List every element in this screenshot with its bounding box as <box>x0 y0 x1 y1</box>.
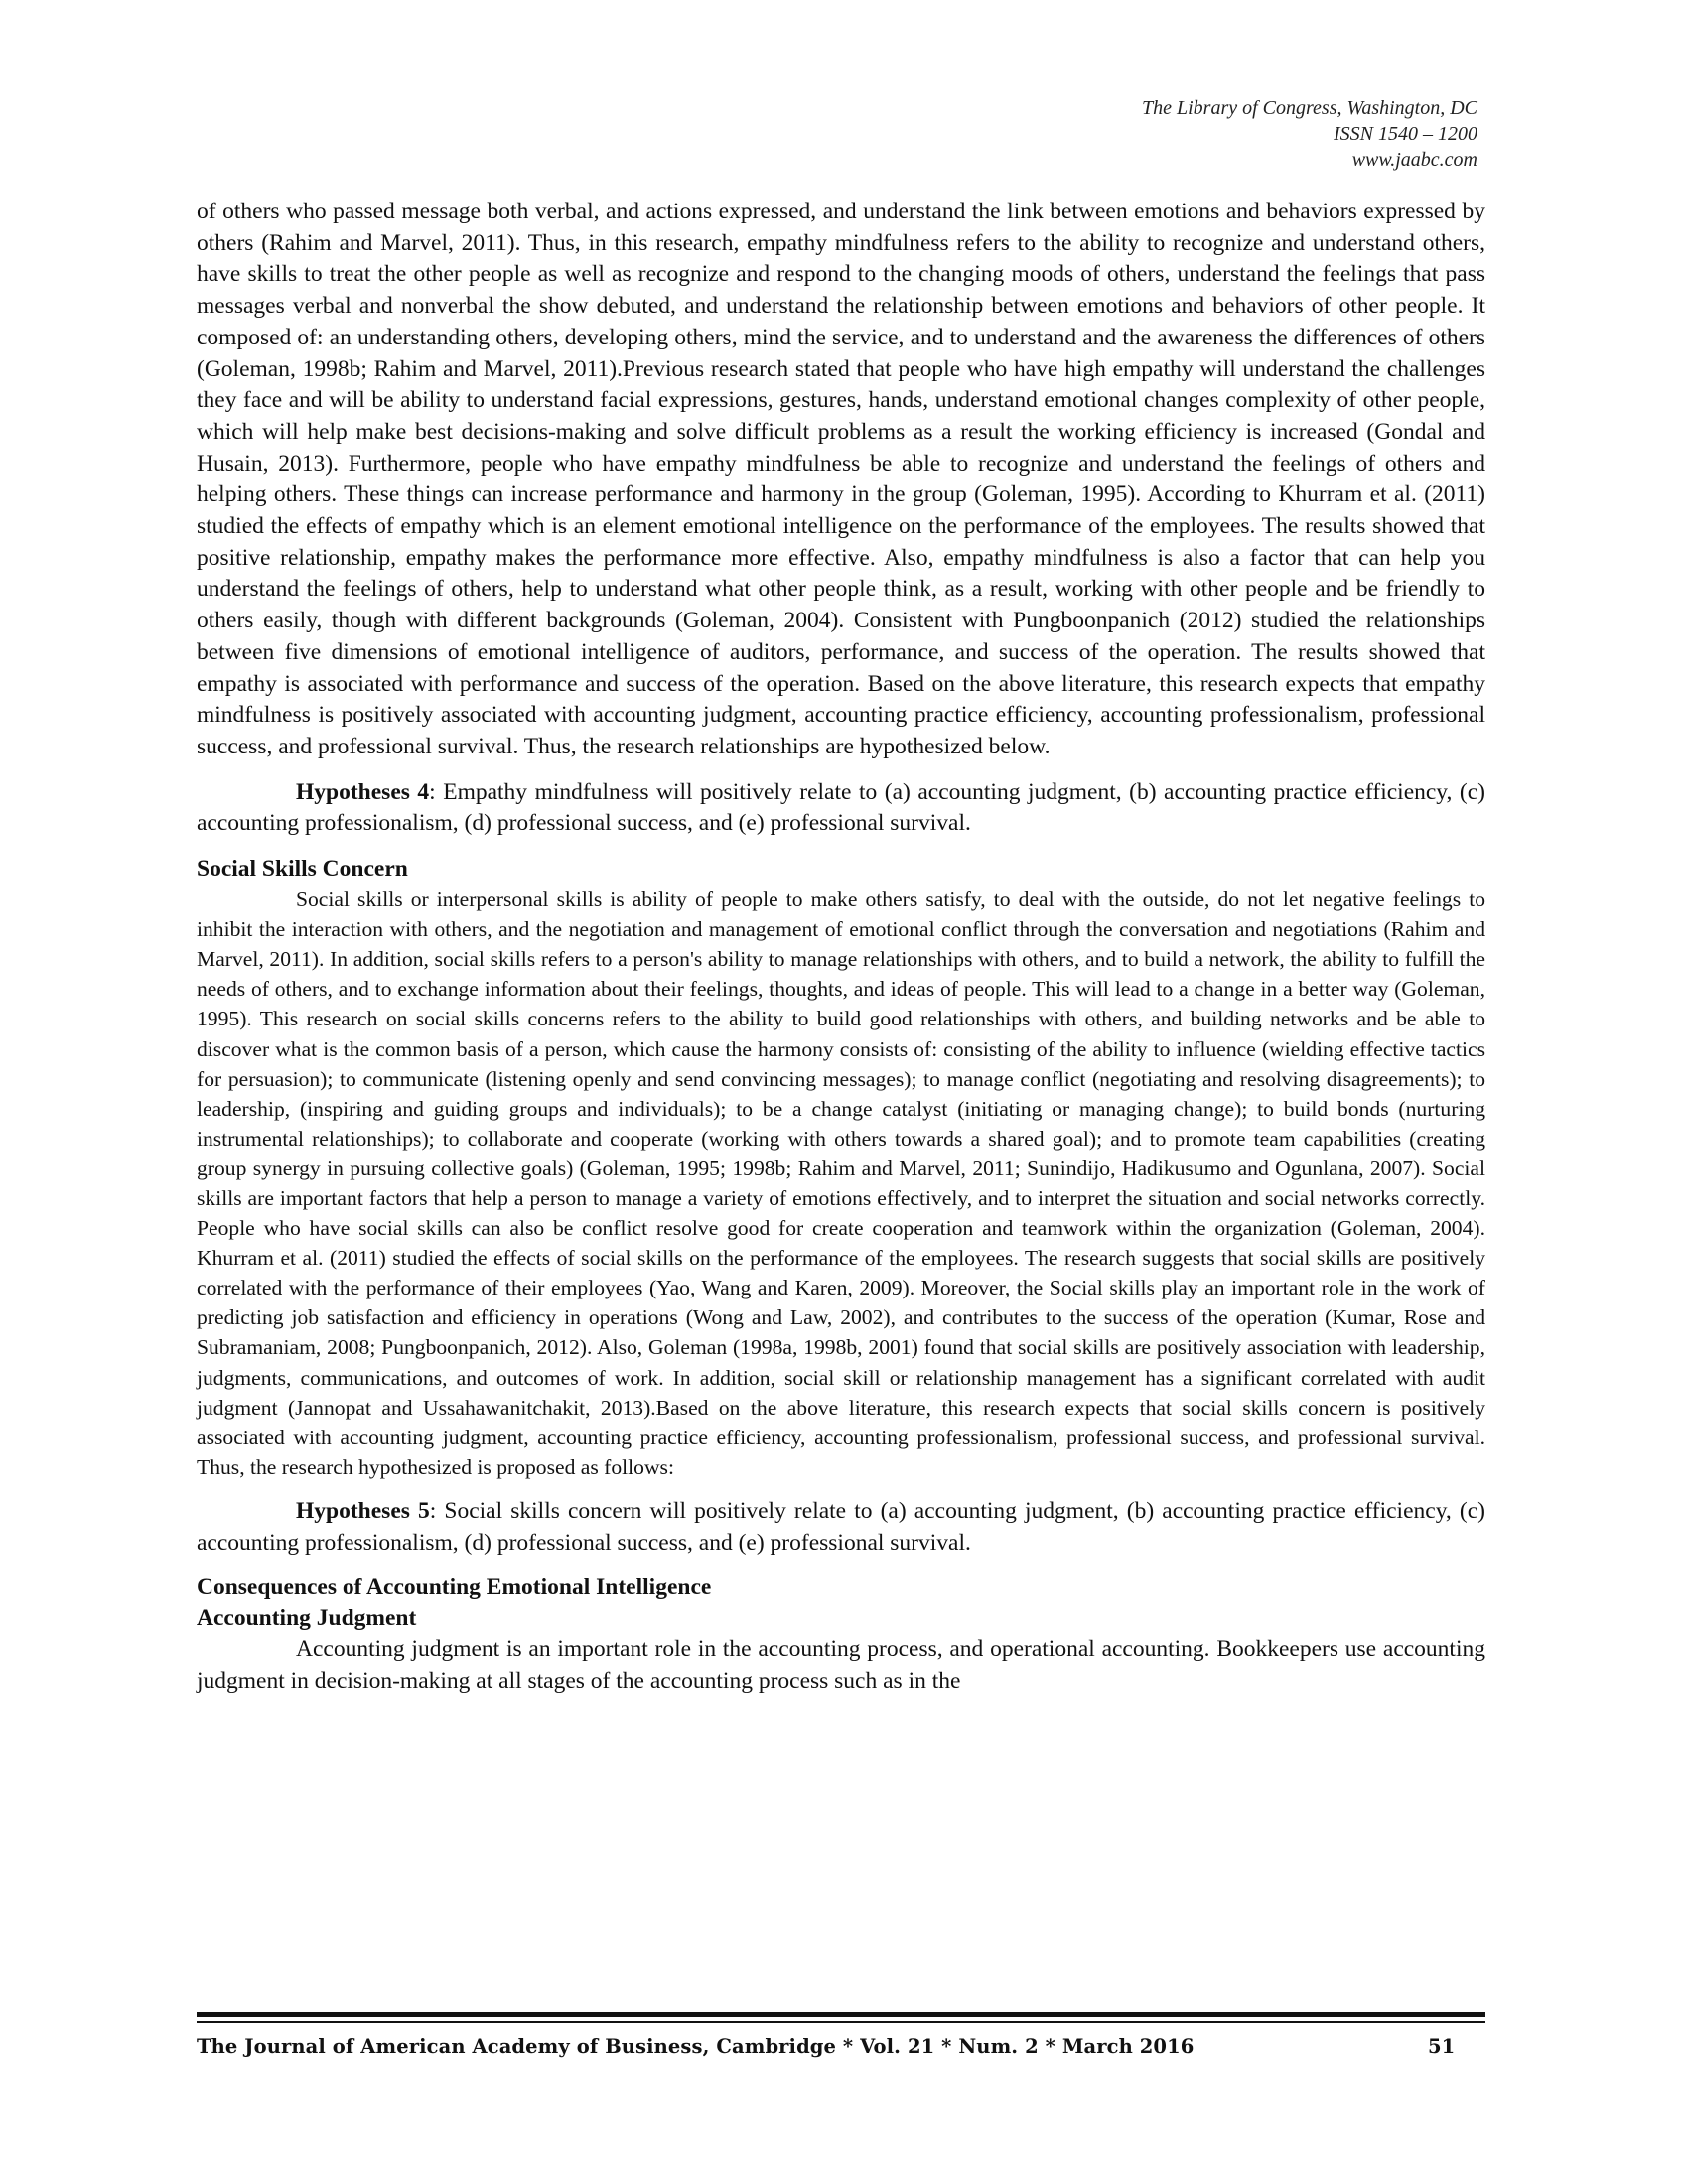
hypothesis-5 <box>197 1496 1485 1559</box>
subsection-heading-accounting-judgment: Accounting Judgment <box>197 1605 417 1632</box>
section-heading-consequences: Consequences of Accounting Emotional Intelligence <box>197 1574 712 1601</box>
page-number: 51 <box>1428 2035 1456 2058</box>
footer-rule-thick <box>197 2012 1485 2017</box>
header-publisher: The Library of Congress, Washington, DC <box>1141 97 1477 119</box>
header-website: www.jaabc.com <box>1351 149 1477 171</box>
hypothesis-4 <box>197 777 1485 840</box>
section-heading-social-skills: Social Skills Concern <box>197 856 408 883</box>
hypothesis-5-text: : Social skills concern will positively relate to (a) accounting judgment, (b) accounting practice efficiency, (c) accounting professionalism, (d) professional success, and (e) professional survival. <box>197 1497 1485 1556</box>
footer-rule-thin <box>197 2021 1485 2023</box>
footer-journal-citation: The Journal of American Academy of Business, Cambridge * Vol. 21 * Num. 2 * March 2016 <box>197 2035 1195 2058</box>
hypothesis-4-label: Hypotheses 4 <box>296 778 430 805</box>
running-header <box>1142 95 1477 173</box>
header-issn: ISSN 1540 – 1200 <box>1334 123 1477 145</box>
paragraph-empathy: of others who passed message both verbal, and actions expressed, and understand the link between emotions and behaviors expressed by others (Rahim and Marvel, 2011). Thus, in this research, empathy mindfulness refers to the ability to recognize and understand others, have skills to treat the other people as well as recognize and respond to the changing moods of others, understand the feelings that pass messages verbal and nonverbal the show debuted, and understand the relationship between emotions and behaviors of other people. It composed of: an understanding others, developing others, mind the service, and to understand and the awareness the differences of others (Goleman, 1998b; Rahim and Marvel, 2011).Previous research stated that people who have high empathy will understand the challenges they face and will be ability to understand facial expressions, gestures, hands, understand emotional changes complexity of other people, which will help make best decisions-making and solve difficult problems as a result the working efficiency is increased (Gondal and Husain, 2013). Furthermore, people who have empathy mindfulness be able to recognize and understand the feelings of others and helping others. These things can increase performance and harmony in the group (Goleman, 1995). According to Khurram et al. (2011) studied the effects of empathy which is an element emotional intelligence on the performance of the employees. The results showed that positive relationship, empathy makes the performance more effective. Also, empathy mindfulness is also a factor that can help you understand the feelings of others, help to understand what other people think, as a result, working with other people and be friendly to others easily, though with different backgrounds (Goleman, 2004). Consistent with Pungboonpanich (2012) studied the relationships between five dimensions of emotional intelligence of auditors, performance, and success of the operation. The results showed that empathy is associated with performance and success of the operation. Based on the above literature, this research expects that empathy mindfulness is positively associated with accounting judgment, accounting practice efficiency, accounting professionalism, professional success, and professional survival. Thus, the research relationships are hypothesized below. <box>197 199 1485 759</box>
paragraph-social-skills: Social skills or interpersonal skills is ability of people to make others satisfy, to deal with the outside, do not let negative feelings to inhibit the interaction with others, and the negotiation and management of emotional conflict through the conversation and negotiations (Rahim and Marvel, 2011). In addition, social skills refers to a person's ability to manage relationships with others, and to build a network, the ability to fulfill the needs of others, and to exchange information about their feelings, thoughts, and ideas of people. This will lead to a change in a better way (Goleman, 1995). This research on social skills concerns refers to the ability to build good relationships with others, and building networks and be able to discover what is the common basis of a person, which cause the harmony consists of: consisting of the ability to influence (wielding effective tactics for persuasion); to communicate (listening openly and send convincing messages); to manage conflict (negotiating and resolving disagreements); to leadership, (inspiring and guiding groups and individuals); to be a change catalyst (initiating or managing change); to build bonds (nurturing instrumental relationships); to collaborate and cooperate (working with others towards a shared goal); and to promote team capabilities (creating group synergy in pursuing collective goals) (Goleman, 1995; 1998b; Rahim and Marvel, 2011; Sunindijo, Hadikusumo and Ogunlana, 2007). Social skills are important factors that help a person to manage a variety of emotions effectively, and to interpret the situation and social networks correctly. People who have social skills can also be conflict resolve good for create cooperation and teamwork within the organization (Goleman, 2004). Khurram et al. (2011) studied the effects of social skills on the performance of the employees. The research suggests that social skills are positively correlated with the performance of their employees (Yao, Wang and Karen, 2009). Moreover, the Social skills play an important role in the work of predicting job satisfaction and efficiency in operations (Wong and Law, 2002), and contributes to the success of the operation (Kumar, Rose and Subramaniam, 2008; Pungboonpanich, 2012). Also, Goleman (1998a, 1998b, 2001) found that social skills are positively association with leadership, judgments, communications, and outcomes of work. In addition, social skill or relationship management has a significant correlated with audit judgment (Jannopat and Ussahawanitchakit, 2013).Based on the above literature, this research expects that social skills concern is positively associated with accounting judgment, accounting practice efficiency, accounting professionalism, professional success, and professional survival. Thus, the research hypothesized is proposed as follows: <box>197 887 1485 1479</box>
body-text <box>197 197 1485 1698</box>
hypothesis-5-label: Hypotheses 5 <box>296 1497 430 1524</box>
paragraph-accounting-judgment: Accounting judgment is an important role in the accounting process, and operational accounting. Bookkeepers use accounting judgment in decision-making at all stages of the accounting process such as in the <box>197 1636 1485 1695</box>
hypothesis-4-text: : Empathy mindfulness will positively relate to (a) accounting judgment, (b) accounting practice efficiency, (c) accounting professionalism, (d) professional success, and (e) professional survival. <box>197 778 1485 837</box>
